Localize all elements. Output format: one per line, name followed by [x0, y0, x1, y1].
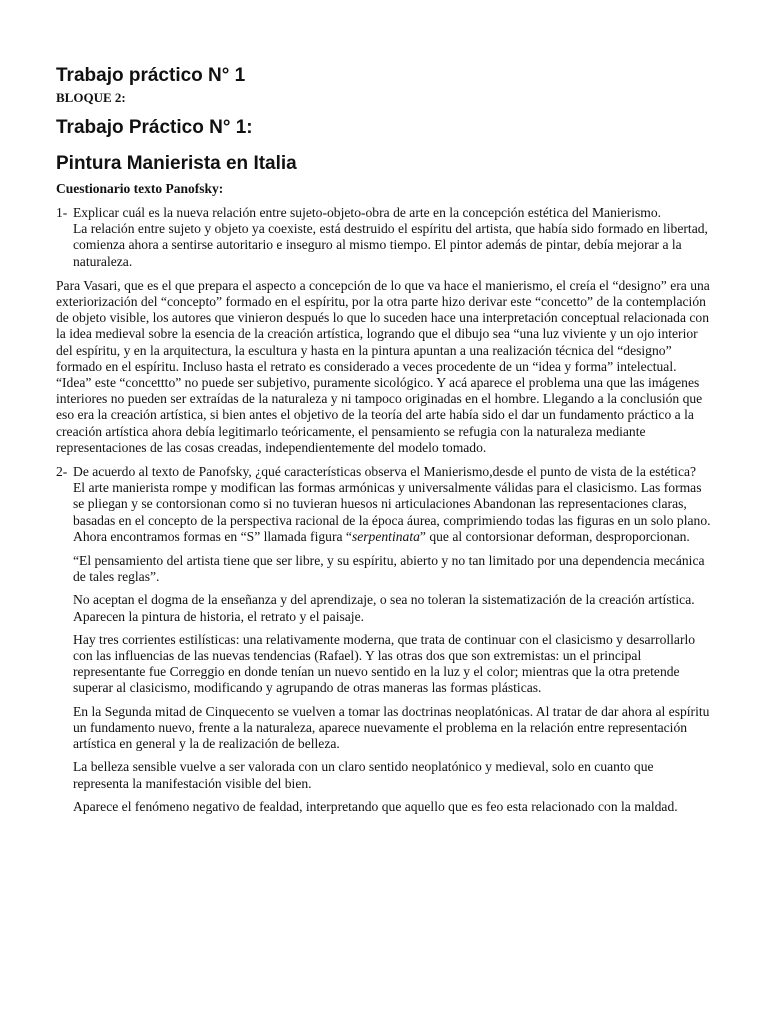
section-title: Trabajo Práctico N° 1: [56, 117, 253, 138]
answer-text [73, 480, 712, 545]
paragraph-quote: “El pensamiento del artista tiene que ser libre, y su espíritu, abierto y no tan limitado por una dependencia mecánica de tales reglas”. [73, 553, 705, 585]
document-title: Trabajo práctico N° 1 [56, 65, 246, 86]
question-number: 2- [56, 464, 68, 480]
paragraph-fealdad: Aparece el fenómeno negativo de fealdad, interpretando que aquello que es feo esta relacionado con la maldad. [73, 798, 678, 814]
paragraph-dogma: No aceptan el dogma de la enseñanza y del aprendizaje, o sea no toleran la sistematización de la creación artística. Aparecen la pintura de historia, el retrato y el paisaje. [73, 592, 695, 624]
paragraph-cinquecento: En la Segunda mitad de Cinquecento se vuelven a tomar las doctrinas neoplatónicas. Al tratar de dar ahora al espíritu un fundamento nuevo, frente a la naturaleza, aparece nuevamente el problema en la relación entre representación artística en general y la de realización de belleza. [73, 703, 710, 752]
question-number: 1- [56, 205, 68, 220]
document-page [56, 64, 712, 815]
answer-part-1: El arte manierista rompe y modifican las formas armónicas y universalmente válidas para el clasicismo. Las formas se pliegan y se contorsionan como si no tuvieran huesos ni articulaciones Abandonan las representaciones claras, basadas en el concepto de la perspectiva racional de la época áurea, comprimiendo todas las figuras en un solo plano. Ahora encontramos formas en “S” llamada figura “ [73, 480, 711, 544]
question-1 [56, 205, 712, 270]
question-text: De acuerdo al texto de Panofsky, ¿qué características observa el Manierismo,desde el punto de vista de la estética? [73, 464, 697, 480]
question-body [73, 205, 712, 270]
question-2 [56, 464, 712, 545]
paragraph-corrientes: Hay tres corrientes estilísticas: una relativamente moderna, que trata de continuar con el clasicismo y desarrollarlo con las influencias de las nuevas tendencias (Rafael). Y las otras dos que son extremistas: un el principal representante fue Correggio en donde tenían un nuevo sentido en la luz y el color; mientras que la otra pretende superar al clasicismo, modificando y agrupando de otras maneras las formas plásticas. [73, 631, 696, 696]
question-body [73, 464, 712, 545]
section-subtitle: Pintura Manierista en Italia [56, 153, 297, 174]
paragraph-belleza: La belleza sensible vuelve a ser valorada con un claro sentido neoplatónico y medieval, solo en cuanto que representa la manifestación visible del bien. [73, 759, 654, 791]
answer-italic-term: serpentinata [351, 528, 420, 544]
question-text: Explicar cuál es la nueva relación entre sujeto-objeto-obra de arte en la concepción estética del Manierismo. [73, 205, 662, 220]
answer-text: La relación entre sujeto y objeto ya coexiste, está destruido el espíritu del artista, que había sido formado en libertad, comienza ahora a sentirse autoritario e inseguro al mismo tiempo. El pintor además de pintar, debía mejorar a la naturaleza. [73, 221, 708, 269]
paragraph-vasari: Para Vasari, que es el que prepara el aspecto a concepción de lo que va hace el manierismo, el creía el “designo” era una exteriorización del “concepto” formado en el espíritu, por la otra parte hizo derivar este “concetto” de la contemplación de objeto visible, los autores que vinieron después lo que lo suceden hace una interpretación conceptual relacionada con la idea medieval sobre la esencia de la creación artística, logrando que el dibujo sea “una luz viviente y un ojo interior del espíritu, y en la arquitectura, la escultura y hasta en la pintura apuntan a una realización técnica del “designo” formado en el espíritu. Incluso hasta el retrato es considerado a veces procedente de un “idea y forma” intelectual. “Idea” este “concettto” no puede ser subjetivo, puramente sicológico. Y acá aparece el problema una que las imágenes interiores no pueden ser extraídas de la naturaleza y ni tampoco originadas en el hombre. Llegando a la conclusión que eso era la creación artística, si bien antes el objetivo de la teoría del arte había sido el dar un fundamento práctico a la creación artística ahora debía legitimarlo teóricamente, el pensamiento se refugia con la naturaleza mediante representaciones de las cosas creadas, independientemente del modelo tomado. [56, 277, 710, 455]
questionnaire-heading: Cuestionario texto Panofsky: [56, 181, 224, 196]
bloque-label: BLOQUE 2: [56, 90, 126, 105]
answer-part-2: ” que al contorsionar deforman, desproporcionan. [419, 528, 690, 544]
